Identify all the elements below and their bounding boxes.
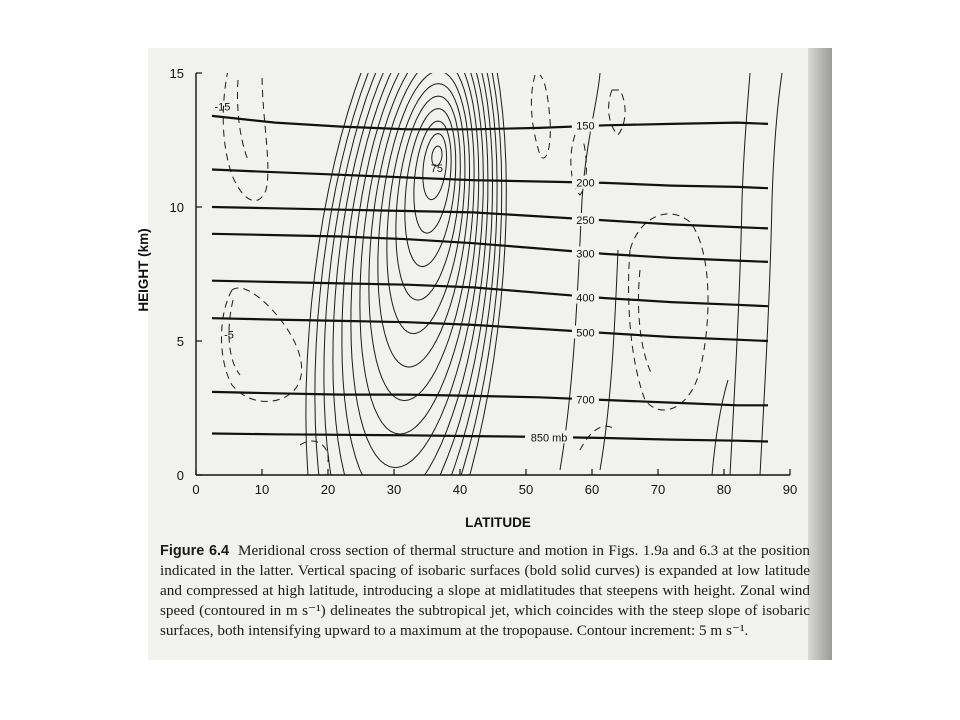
highlat-contour-c bbox=[609, 90, 625, 135]
isobar-label: 500 bbox=[576, 327, 595, 340]
x-tick-label: 80 bbox=[716, 482, 732, 497]
isobar-label: 700 bbox=[576, 394, 595, 407]
x-tick-label: 50 bbox=[518, 482, 534, 497]
isobar-label: 300 bbox=[576, 248, 595, 261]
y-tick-label: 15 bbox=[169, 66, 184, 81]
wind-isotach bbox=[333, 9, 493, 535]
plot-area bbox=[212, 0, 782, 635]
highlat-solid-d bbox=[760, 73, 782, 475]
figure-caption bbox=[160, 541, 810, 641]
isobar-label: 150 bbox=[576, 120, 595, 133]
highlat-contour-d-inner bbox=[639, 270, 653, 375]
x-tick-label: 10 bbox=[254, 482, 270, 497]
y-tick-label: 10 bbox=[169, 200, 184, 215]
isobar-line bbox=[212, 392, 768, 405]
y-tick-label: 5 bbox=[176, 334, 184, 349]
isobar-label: 200 bbox=[576, 177, 595, 190]
isobar-label: 850 mb bbox=[530, 432, 568, 445]
x-tick-label: 90 bbox=[782, 482, 798, 497]
isobar-line bbox=[212, 432, 768, 445]
x-tick-label: 30 bbox=[386, 482, 402, 497]
x-tick-label: 0 bbox=[192, 482, 200, 497]
x-tick-label: 40 bbox=[452, 482, 468, 497]
easterly-contour-lower bbox=[222, 288, 302, 401]
y-tick-label: 0 bbox=[176, 468, 184, 483]
wind-label: -15 bbox=[214, 101, 231, 114]
wind-label: 75 bbox=[430, 163, 444, 176]
easterly-contour-surface bbox=[300, 441, 328, 462]
x-tick-label: 60 bbox=[584, 482, 600, 497]
wind-contours bbox=[222, 0, 783, 635]
isobar-label: 400 bbox=[576, 292, 595, 305]
isobars bbox=[212, 116, 768, 444]
highlat-contour-d bbox=[629, 214, 708, 410]
caption-label: Figure 6.4 bbox=[160, 543, 230, 559]
caption-text: Meridional cross section of thermal structure and motion in Figs. 1.9a and 6.3 at the position indicated in the latter. Vertical spacing of isobaric surfaces (bold solid curves) is expanded at low latitude and compressed at high latitude, introducing a slope at midlatitudes that steepens with height. Zonal wind speed (contoured in m s⁻¹) delineates the subtropical jet, which coincides with the steep slope of isobaric surfaces, both intensifying upward to a maximum at the tropopause. Contour increment: 5 m s⁻¹. bbox=[160, 542, 810, 639]
wind-label: -5 bbox=[224, 329, 234, 342]
isobar-line bbox=[212, 318, 768, 341]
highlat-solid-e bbox=[712, 380, 728, 475]
isobar-label: 250 bbox=[576, 214, 595, 227]
y-axis-label: HEIGHT (km) bbox=[136, 228, 151, 312]
highlat-solid-a bbox=[560, 73, 600, 470]
x-tick-label: 70 bbox=[650, 482, 666, 497]
highlat-solid-c bbox=[730, 73, 750, 475]
isobar-line bbox=[212, 170, 768, 189]
x-tick-label: 20 bbox=[320, 482, 336, 497]
easterly-contour-upper bbox=[223, 70, 268, 201]
highlat-contour-a bbox=[531, 75, 550, 158]
x-axis-label: LATITUDE bbox=[465, 515, 531, 530]
